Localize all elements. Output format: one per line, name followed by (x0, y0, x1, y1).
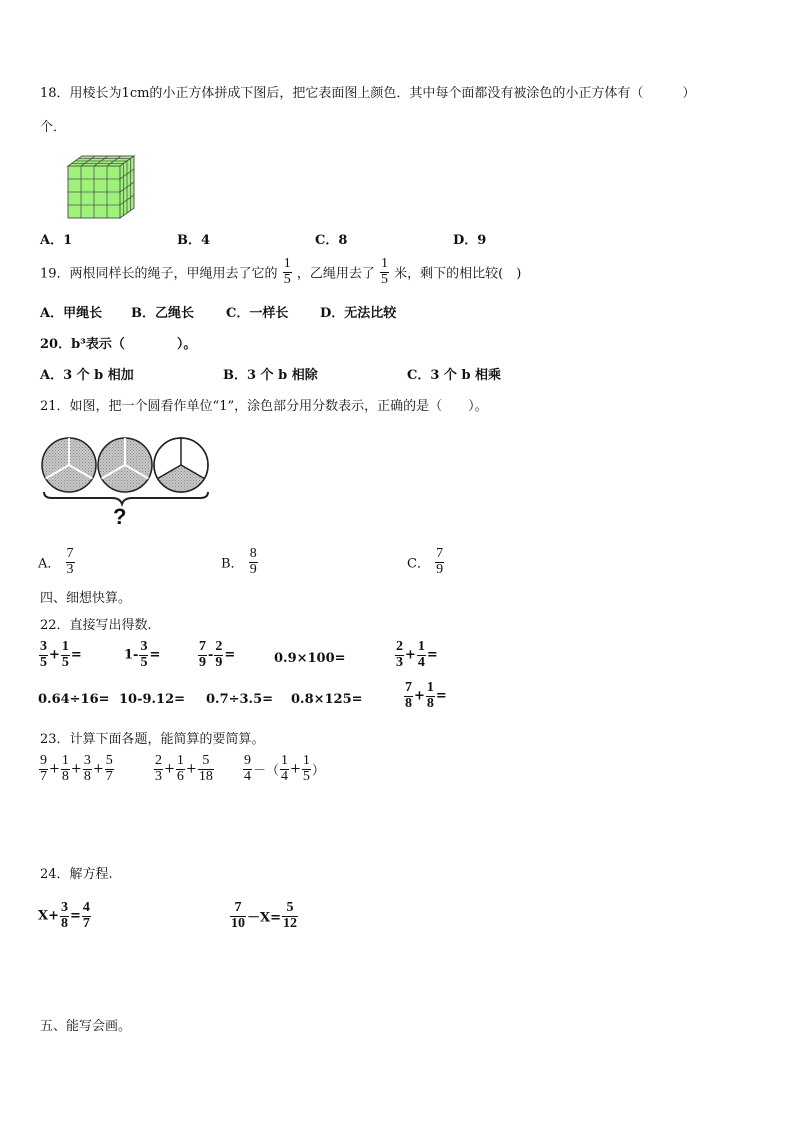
q18-option-d[interactable]: D．9 (453, 233, 487, 248)
q23-expr-2: $\frac{2}{3}$ + $\frac{1}{6}$ + $\frac{5}{18}$ (155, 753, 213, 784)
circle-3-partial (154, 438, 208, 492)
q23-title: 23．计算下面各题，能简算的要简算。 (40, 732, 265, 747)
circle-1-shaded (42, 438, 96, 492)
q18-option-b[interactable]: B．4 (177, 233, 211, 248)
q23-expr-1: $\frac{9}{7}$ + $\frac{1}{8}$ + $\frac{3}{8}$ + $\frac{5}{7}$ (40, 753, 113, 784)
q19-option-c[interactable]: C．一样长 (226, 306, 289, 321)
q22-r2-expr-3: 0.7÷3.5= (206, 692, 274, 707)
q22-r2-expr-2: 10-9.12= (119, 692, 186, 707)
q19-option-b[interactable]: B．乙绳长 (131, 306, 194, 321)
section-5-heading: 五、能写会画。 (40, 1019, 132, 1034)
curly-brace (44, 492, 208, 504)
circle-2-shaded (98, 438, 152, 492)
q20-text: 20．b³表示（ ）。 (40, 337, 197, 352)
q18-text: 18．用棱长为1cm的小正方体拼成下图后，把它表面图上颜色．其中每个面都没有被涂色的小正方体有（ ） (40, 86, 696, 101)
q22-r1-expr-3: $\frac{7}{9}$ - $\frac{2}{9}$ = (199, 639, 236, 670)
q19-option-a[interactable]: A．甲绳长 (40, 306, 103, 321)
q21-circles-figure (40, 432, 216, 532)
q24-equation-2: $\frac{7}{10}$ －X= $\frac{5}{12}$ (231, 900, 297, 931)
q21-option-a[interactable]: A． $\frac{7}{3}$ (38, 546, 74, 577)
section-4-heading: 四、细想快算。 (40, 591, 132, 606)
q19-fraction-2: $\frac{1}{5}$ (380, 256, 388, 287)
q19-text-post: 米，剩下的相比较( ) (394, 266, 522, 282)
q19-text-mid: ，乙绳用去了 (296, 266, 375, 282)
q22-r2-expr-5: $\frac{7}{8}$ + $\frac{1}{8}$ = (405, 680, 447, 711)
q18-text-cont: 个． (40, 120, 67, 135)
q18-cube-figure (66, 154, 140, 222)
q22-r2-expr-4: 0.8×125= (291, 692, 363, 707)
q19-stem (40, 257, 521, 287)
q20-option-a[interactable]: A．3 个 b 相加 (40, 368, 134, 383)
q23-expr-3: $\frac{9}{4}$ －（ $\frac{1}{4}$ + $\frac{1}{5}$ ） (244, 753, 325, 784)
q21-option-b[interactable]: B． $\frac{8}{9}$ (221, 546, 257, 577)
q19-fraction-1: $\frac{1}{5}$ (283, 256, 291, 287)
q20-option-c[interactable]: C．3 个 b 相乘 (407, 368, 502, 383)
q21-option-c[interactable]: C． $\frac{7}{9}$ (407, 546, 444, 577)
q22-r1-expr-5: $\frac{2}{3}$ + $\frac{1}{4}$ = (396, 639, 438, 670)
q18-option-c[interactable]: C．8 (315, 233, 348, 248)
q18-option-a[interactable]: A．1 (40, 233, 73, 248)
q22-r1-expr-4: 0.9×100= (274, 651, 346, 666)
q21-question-mark: ? (113, 504, 127, 529)
q24-title: 24．解方程. (40, 867, 113, 882)
q24-equation-1: X+ $\frac{3}{8}$ = $\frac{4}{7}$ (38, 900, 90, 931)
q19-text-pre: 19．两根同样长的绳子，甲绳用去了它的 (40, 266, 278, 282)
q21-text: 21．如图，把一个圆看作单位“1”，涂色部分用分数表示，正确的是（ ）。 (40, 399, 488, 414)
q22-r2-expr-1: 0.64÷16= (38, 692, 110, 707)
q22-r1-expr-1: $\frac{3}{5}$ + $\frac{1}{5}$ = (40, 639, 82, 670)
q20-option-b[interactable]: B．3 个 b 相除 (223, 368, 318, 383)
q22-title: 22．直接写出得数. (40, 618, 152, 633)
q22-r1-expr-2: 1- $\frac{3}{5}$ = (124, 639, 161, 670)
q19-option-d[interactable]: D．无法比较 (320, 306, 397, 321)
